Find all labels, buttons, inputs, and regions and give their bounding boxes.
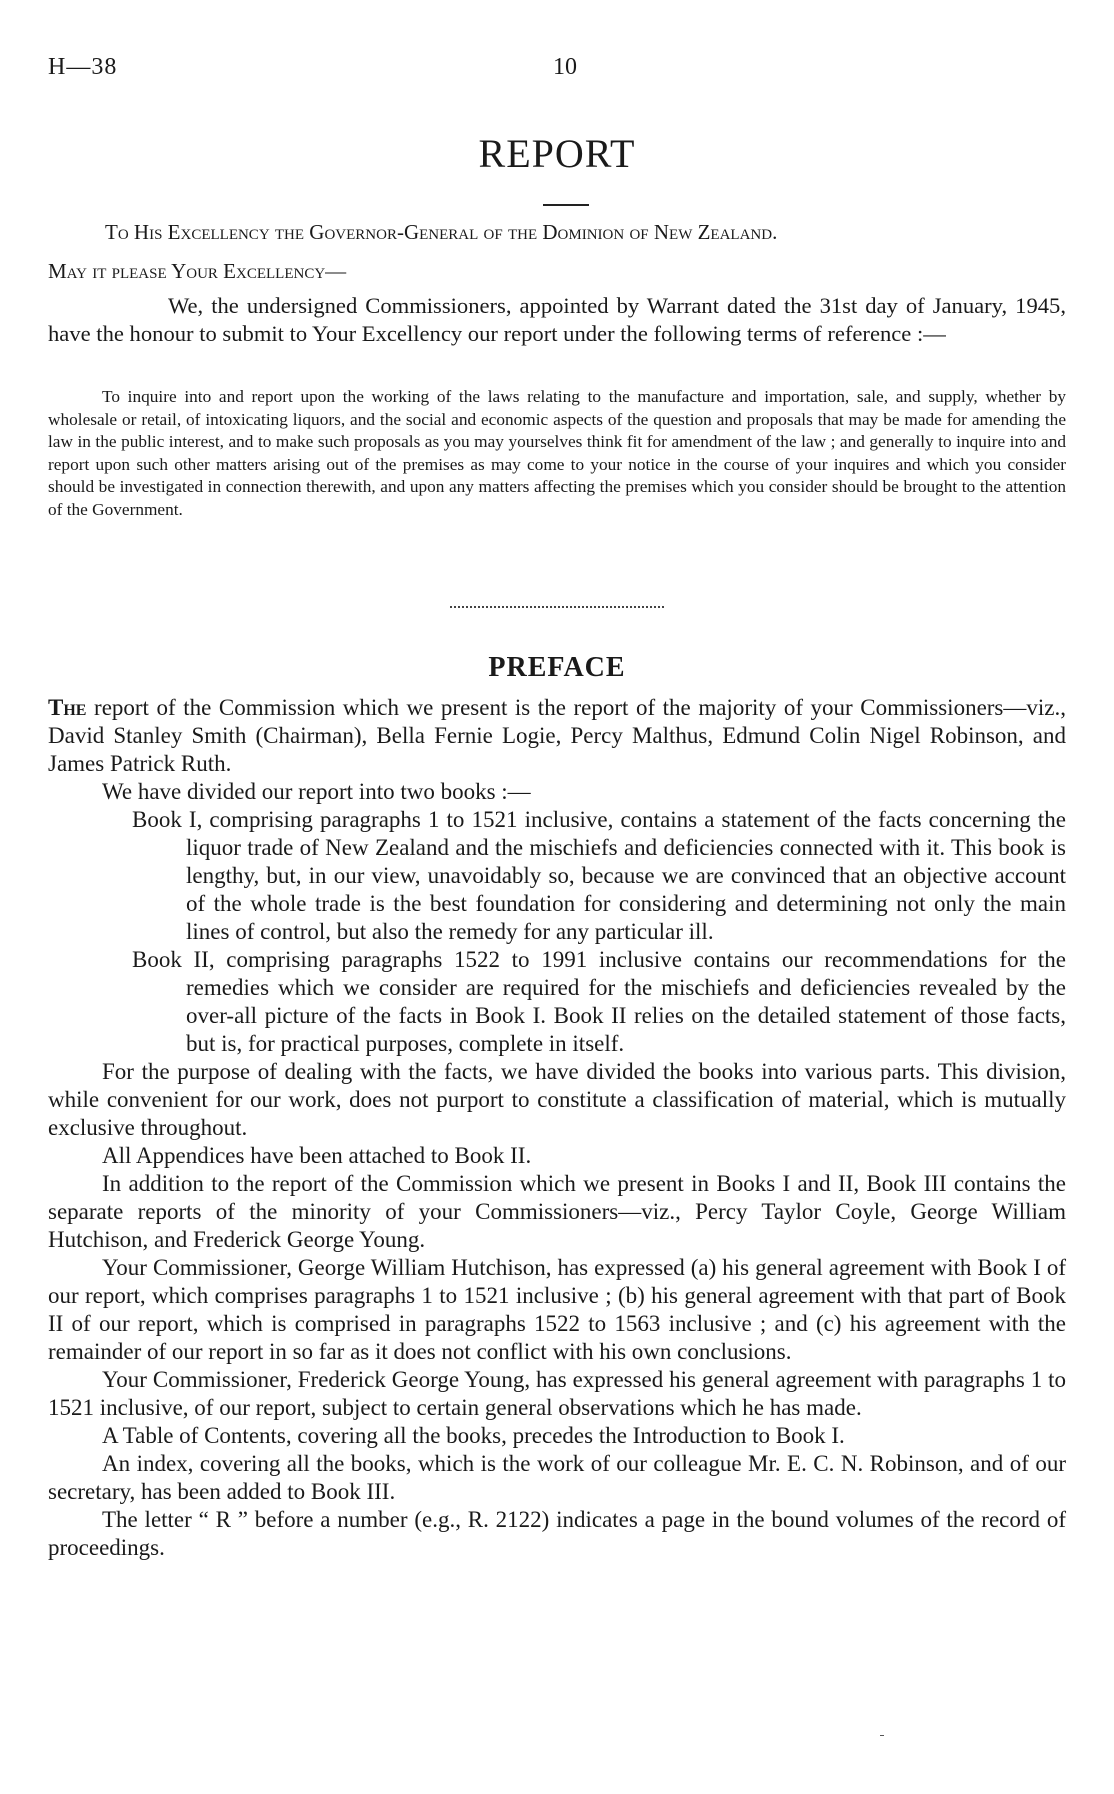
terms-of-reference: To inquire into and report upon the working of the laws relating to the manufacture and importation, sale, and supply, whether by wholesale or retail, of intoxicating liquors, and the social and economic aspects of the question and proposals that may be made for amending the law in the public interest, and to make such proposals as you may yourselves think fit for amendment of the law ; and generally to inquire into and report upon such other matters arising out of the premises as may come to your notice in the course of your inquires and which you consider should be investigated in connection therewith, and upon any matters affecting the premises which you consider should be brought to the attention of the Government. xyxy=(48,387,1066,519)
preface-heading: PREFACE xyxy=(488,652,626,683)
section-divider xyxy=(450,606,664,608)
running-head xyxy=(48,54,1066,94)
title-rule xyxy=(543,204,589,206)
page-number: 10 xyxy=(553,54,577,80)
preface-paragraph-1-text: report of the Commission which we present is the report of the majority of your Commissioners—viz., David Stanley Smith (Chairman), Bella Fernie Logie, Percy Malthus, Edmund Colin Nigel Robinson, and James Patrick Ruth. xyxy=(48,695,1066,776)
report-title: REPORT xyxy=(478,131,636,176)
preface-paragraph-1 xyxy=(48,694,1066,778)
book-1-description: Book I, comprising paragraphs 1 to 1521 inclusive, contains a statement of the facts concerning the liquor trade of New Zealand and the mischiefs and deficiencies connected with it. This book is lengthy, but, in our view, unavoidably so, because we are convinced that an objective account of the whole trade is the best foundation for considering and determining not only the main lines of control, but also the remedy for any particular ill. xyxy=(132,807,1066,944)
address-line: To His Excellency the Governor-General of the Dominion of New Zealand. xyxy=(105,220,778,244)
preface-paragraph-8: A Table of Contents, covering all the books, precedes the Introduction to Book I. xyxy=(102,1423,845,1448)
intro-paragraph: We, the undersigned Commissioners, appointed by Warrant dated the 31st day of January, 1945, have the honour to submit to Your Excellency our report under the following terms of reference :— xyxy=(48,293,1066,346)
salutation: May it please Your Excellency— xyxy=(48,259,347,283)
preface-paragraph-5: In addition to the report of the Commission which we present in Books I and II, Book III contains the separate reports of the minority of your Commissioners—viz., Percy Taylor Coyle, George William Hutchison, and Frederick George Young. xyxy=(48,1171,1066,1252)
document-code: H—38 xyxy=(48,54,118,80)
preface-body xyxy=(48,694,1066,1562)
preface-paragraph-4: All Appendices have been attached to Book II. xyxy=(102,1143,532,1168)
preface-paragraph-3: For the purpose of dealing with the facts, we have divided the books into various parts. This division, while convenient for our work, does not purport to constitute a classification of material, which is mutually exclusive throughout. xyxy=(48,1059,1066,1140)
preface-paragraph-9: An index, covering all the books, which is the work of our colleague Mr. E. C. N. Robinson, and of our secretary, has been added to Book III. xyxy=(48,1451,1066,1504)
printer-mark xyxy=(880,1735,884,1736)
preface-paragraph-2: We have divided our report into two books :— xyxy=(102,779,531,804)
lead-word: The xyxy=(48,695,87,720)
preface-paragraph-10: The letter “ R ” before a number (e.g., R. 2122) indicates a page in the bound volumes of the record of proceedings. xyxy=(48,1507,1066,1560)
preface-paragraph-6: Your Commissioner, George William Hutchison, has expressed (a) his general agreement with Book I of our report, which comprises paragraphs 1 to 1521 inclusive ; (b) his general agreement with that part of Book II of our report, which is comprised in paragraphs 1522 to 1563 inclusive ; and (c) his agreement with the remainder of our report in so far as it does not conflict with his own conclusions. xyxy=(48,1255,1066,1364)
book-2-description: Book II, comprising paragraphs 1522 to 1991 inclusive contains our recommendations for the remedies which we consider are required for the mischiefs and deficiencies revealed by the over-all picture of the facts in Book I. Book II relies on the detailed statement of those facts, but is, for practical purposes, complete in itself. xyxy=(132,947,1066,1056)
preface-paragraph-7: Your Commissioner, Frederick George Young, has expressed his general agreement with paragraphs 1 to 1521 inclusive, of our report, subject to certain general observations which he has made. xyxy=(48,1367,1066,1420)
